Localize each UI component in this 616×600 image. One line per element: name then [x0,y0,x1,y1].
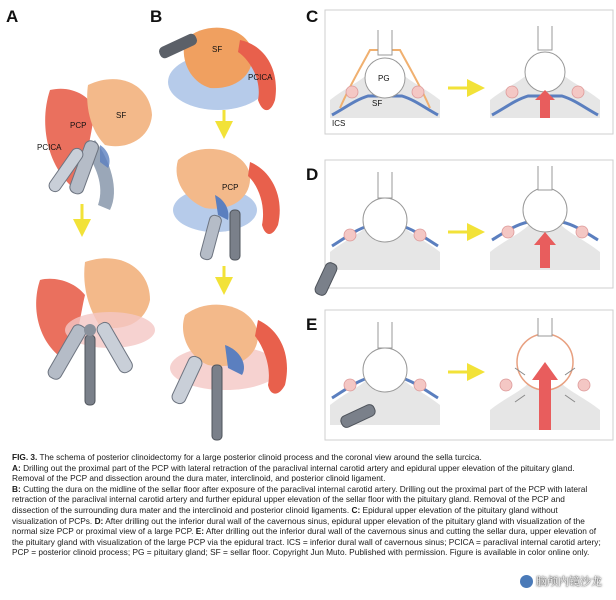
caption-c-label: C: [351,504,361,515]
panel-a-top-illustration [37,79,152,210]
panel-a-label-pcica: PCICA [37,143,62,152]
panel-a-label-pcp: PCP [70,121,87,130]
panel-b-label-sf: SF [212,45,223,54]
panel-a-bottom-illustration [36,258,155,405]
caption-d-text: After drilling out the inferior dural wall of the cavernous sinus, epidural upper elevation of the pituitary gland with visualization of the normal size PCP or proximal view of a large PCP. [12,515,585,537]
caption-b-text: Cutting the dura on the midline of the sellar floor after exposure of the paraclival internal carotid artery. Drilling out the proximal part of the PCP with lateral retraction of the paraclival internal carotid artery and further epidural upper elevation of the sellar floor with the pituitary gland. Removal of the PCP and dissection of the surrounding dura mater and the interclinoid and posterior clinoid ligaments. [12,483,588,515]
panel-a [6,7,155,405]
panel-c-letter: C [306,7,319,26]
caption-c-text: Epidural upper elevation of the pituitary gland without visualization of PCPs. [12,504,558,526]
panel-d [306,160,613,297]
panel-e-letter: E [306,315,318,334]
caption-d-label: D: [94,515,104,526]
panel-e [306,310,613,440]
caption-fig-label: FIG. 3. [12,452,38,462]
figure-caption [12,452,604,558]
watermark-text: 脑颅内镜沙龙 [536,575,602,588]
panel-a-label-sf: SF [116,111,127,120]
panel-b-label-pcp: PCP [222,183,239,192]
panel-d-letter: D [306,165,319,184]
caption-a-label: A: [12,462,21,473]
caption-a-text: Drilling out the proximal part of the PCP with lateral retraction of the paraclival internal carotid artery and epidural upper elevation of the pituitary gland. Removal of the PCP and dissection around the dura mater, interclinoid, and posterior clinoid ligament. [12,462,575,484]
panel-c-label-sf: SF [372,99,383,108]
panel-d-right-section [490,166,600,270]
watermark [520,573,602,589]
caption-b-label: B: [12,483,21,494]
caption-e-text: After drilling out the inferior dural wall of the cavernous sinus and cutting the sellar dura, upper elevation of the pituitary gland with visualization of the large PCP via the epidural tract. ICS = inferior dural wall of cavernous sinus; PCICA = paraclival internal carotid artery; PCP = posterior clinoid process; PG = pituitary gland; SF = sellar floor. Copyright Jun Muto. Published with permission. Figure is available in color online only. [12,526,601,558]
panel-b-top-illustration [157,28,276,110]
watermark-logo-icon [520,575,533,588]
panel-c-left-section [330,30,440,128]
panel-e-right-section [490,318,600,430]
caption-e-label: E: [195,526,204,537]
panel-b-middle-illustration [173,149,280,261]
caption-intro: The schema of posterior clinoidectomy for a large posterior clinoid process and the coronal view around the sella turcica. [39,452,482,462]
panel-b-label-pcica: PCICA [248,73,273,82]
panel-d-left-section [313,172,440,297]
panel-b [150,7,287,440]
panel-a-letter: A [6,7,19,26]
panel-b-bottom-illustration [170,305,287,440]
panel-c-label-ics: ICS [332,119,346,128]
panel-c-label-pg: PG [378,74,390,83]
panel-c [306,7,613,134]
panel-e-left-section [330,322,440,429]
panel-c-right-section [490,26,600,118]
panel-b-letter: B [150,7,163,26]
